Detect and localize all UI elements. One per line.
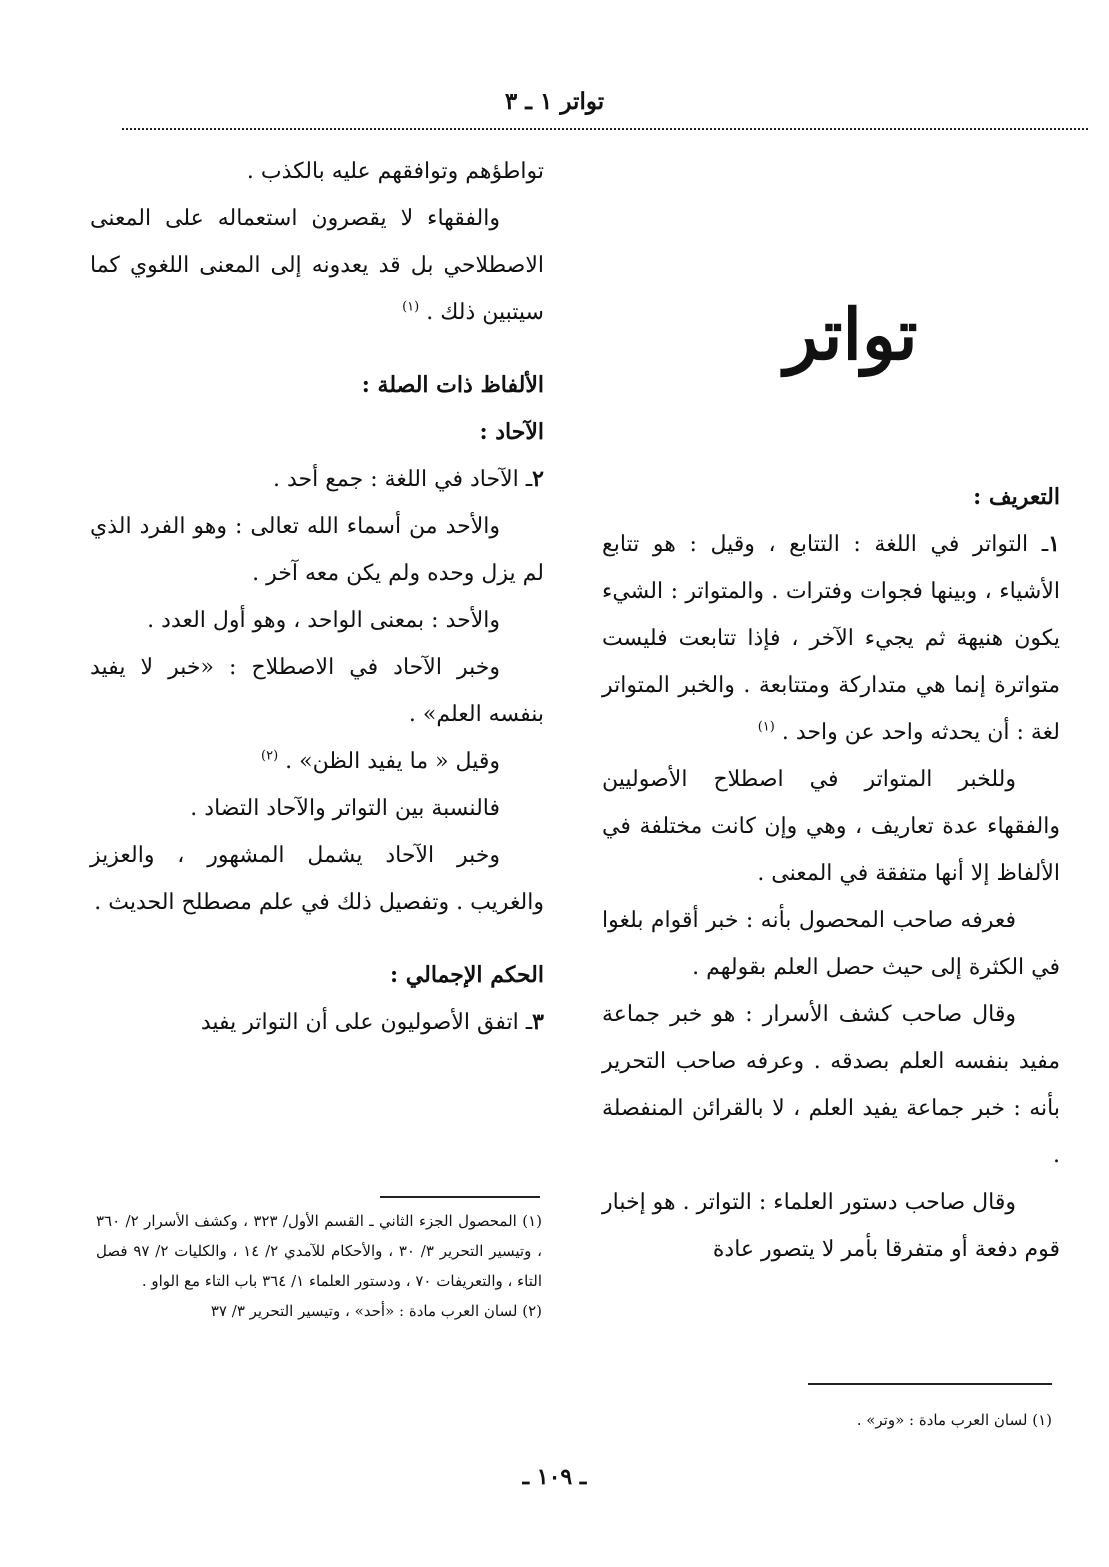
definition-paragraph-3: فعرفه صاحب المحصول بأنه : خبر أقوام بلغوا في الكثرة إلى حيث حصل العلم بقولهم . xyxy=(602,908,1060,980)
footnote-right-1: (١) لسان العرب مادة : «وتر» . xyxy=(856,1411,1052,1429)
ahad-paragraph-5 xyxy=(90,738,544,785)
ahad-paragraph-5-text: وقيل « ما يفيد الظن» . xyxy=(285,749,500,774)
paragraph-number-3: ٣ xyxy=(532,1009,544,1035)
section-gap xyxy=(90,336,544,362)
ahad-paragraph-1 xyxy=(90,456,544,503)
ahad-paragraph-3: والأحد : بمعنى الواحد ، وهو أول العدد . xyxy=(147,608,500,633)
header-dotted-rule xyxy=(122,128,1088,130)
definition-paragraph-4: وقال صاحب كشف الأسرار : هو خبر جماعة مفيد بنفسه العلم بصدقه . وعرفه صاحب التحرير بأنه : خبر جماعة يفيد العلم ، لا بالقرائن المنفصلة . xyxy=(602,1002,1060,1168)
footnote-left-1: (١) المحصول الجزء الثاني ـ القسم الأول/ ٣٢٣ ، وكشف الأسرار ٢/ ٣٦٠ ، وتيسير التحرير ٣/ ٣٠ ، والأحكام للآمدي ٢/ ١٤ ، والكليات ٢/ ٩٧ فصل التاء ، والتعريفات ٧٠ ، ودستور العلماء ١/ ٣٦٤ باب التاء مع الواو . xyxy=(96,1212,543,1290)
definition-paragraph-2: وللخبر المتواتر في اصطلاح الأصوليين والفقهاء عدة تعاريف ، وهي وإن كانت مختلفة في الألفاظ إلا أنها متفقة في المعنى . xyxy=(602,767,1060,886)
definition-paragraph-1 xyxy=(602,521,1060,756)
footnotes-left xyxy=(96,1206,542,1326)
footnote-ref-left-2: (٢) xyxy=(261,748,279,764)
footnote-rule-right xyxy=(808,1383,1052,1385)
fuqaha-paragraph xyxy=(90,195,544,336)
ahad-paragraph-4: وخبر الآحاد في الاصطلاح : «خبر لا يفيد بنفسه العلم» . xyxy=(90,655,544,727)
definition-heading: التعريف : xyxy=(973,484,1060,510)
related-terms-heading: الألفاظ ذات الصلة : xyxy=(361,372,544,398)
paragraph-number-2: ٢ xyxy=(532,466,544,492)
footnotes-right xyxy=(808,1405,1052,1435)
left-column xyxy=(90,148,544,1046)
fuqaha-paragraph-text: والفقهاء لا يقصرون استعماله على المعنى الاصطلاحي بل قد يعدونه إلى المعنى اللغوي كما سيتبين ذلك . xyxy=(90,206,544,325)
ahad-heading: الآحاد : xyxy=(479,419,544,445)
footnote-rule-left xyxy=(380,1196,540,1198)
footnote-ref-right-1: (١) xyxy=(757,719,775,735)
definition-paragraph-5: وقال صاحب دستور العلماء : التواتر . هو إخبار قوم دفعة أو متفرقا بأمر لا يتصور عادة xyxy=(602,1190,1060,1262)
ruling-paragraph-1-text: ـ اتفق الأصوليون على أن التواتر يفيد xyxy=(200,1010,533,1035)
ahad-paragraph-1-text: ـ الآحاد في اللغة : جمع أحد . xyxy=(272,467,533,492)
footnote-ref-left-1: (١) xyxy=(402,299,420,315)
paragraph-number-1: ١ xyxy=(1048,531,1060,557)
ahad-paragraph-6: فالنسبة بين التواتر والآحاد التضاد . xyxy=(190,796,500,821)
entry-title: تواتر xyxy=(784,293,918,376)
continuation-text: تواطؤهم وتوافقهم عليه بالكذب . xyxy=(246,159,544,184)
right-column xyxy=(602,280,1060,1273)
running-header xyxy=(0,86,1109,118)
ruling-paragraph-1 xyxy=(90,999,544,1046)
footnote-left-2: (٢) لسان العرب مادة : «أحد» ، وتيسير التحرير ٣/ ٣٧ xyxy=(210,1302,542,1320)
ahad-paragraph-2: والأحد من أسماء الله تعالى : وهو الفرد الذي لم يزل وحده ولم يكن معه آخر . xyxy=(90,514,544,586)
definition-paragraph-1-text: ـ التواتر في اللغة : التتابع ، وقيل : هو تتابع الأشياء ، وبينها فجوات وفترات . والمتواتر : الشيء يكون هنيهة ثم يجيء الآخر ، فإذا تتابعت فليست متواترة إنما هي متداركة ومتتابعة . والخبر المتواتر لغة : أن يحدثه واحد عن واحد . xyxy=(602,532,1060,745)
running-title: تواتر ١ ـ ٣ xyxy=(504,88,605,115)
general-ruling-heading: الحكم الإجمالي : xyxy=(390,962,544,988)
section-gap xyxy=(90,926,544,952)
page-number: ـ ١٠٩ ـ xyxy=(522,1464,587,1490)
ahad-paragraph-7: وخبر الآحاد يشمل المشهور ، والعزيز والغريب . وتفصيل ذلك في علم مصطلح الحديث . xyxy=(90,843,544,915)
